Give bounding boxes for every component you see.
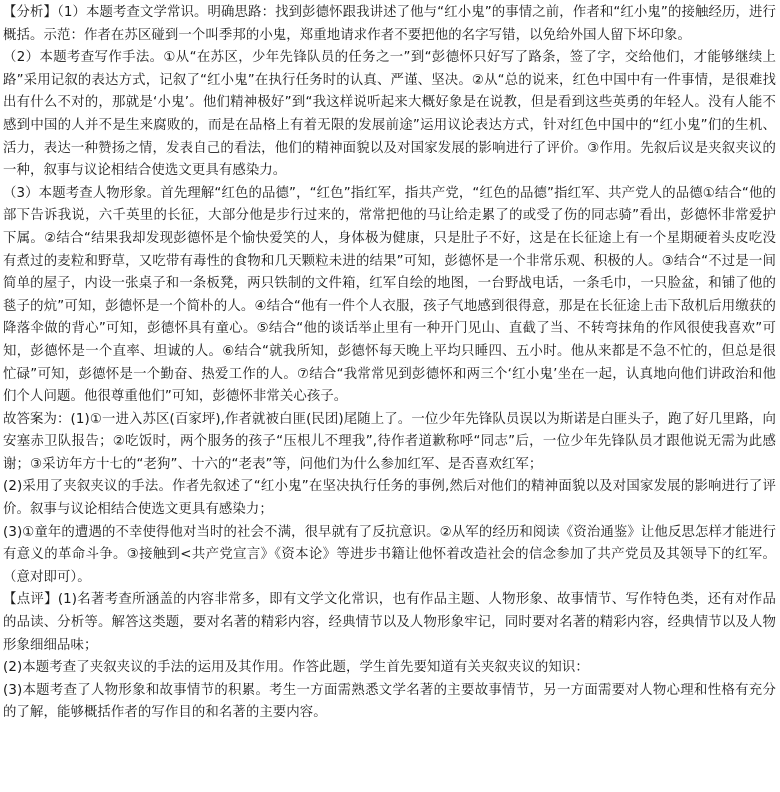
comment-part-1 (3, 589, 776, 657)
analysis-part-3: （3）本题考查人物形象。首先理解“红色的品德”，“红色”指红军，指共产党，“红色的品德”指红军、共产党人的品德①结合“他的部下告诉我说，六千英里的长征，大部分他是步行过来的，常常把他的马让给走累了的或受了伤的同志骑”看出，彭德怀非常爱护下属。②结合“结果我却发现彭德怀是个愉快爱笑的人，身体极为健康，只是肚子不好，这是在长征途上有一个星期硬着头皮吃没有煮过的麦粒和野草，又吃带有毒性的食物和几天颗粒未进的结果”可知，彭德怀是一个非常乐观、积极的人。③结合“不过是一间简单的屋子，内设一张桌子和一条板凳，两只铁制的文件箱，红军自绘的地图，一台野战电话，一条毛巾，一只脸盆，和铺了他的毯子的炕”可知，彭德怀是一个简朴的人。④结合“他有一件个人衣服，孩子气地感到很得意，那是在长征途上击下敌机后用缴获的降落伞做的背心”可知，彭德怀具有童心。⑤结合“他的谈话举止里有一种开门见山、直截了当、不转弯抹角的作风很使我喜欢”可知，彭德怀是一个直率、坦诚的人。⑥结合“就我所知，彭德怀每天晚上平均只睡四、五小时。他从来都是不急不忙的，但总是很忙碌”可知，彭德怀是一个勤奋、热爱工作的人。⑦结合“我常常见到彭德怀和两三个‘红小鬼’坐在一起，认真地向他们讲政治和他们个人问题。他很尊重他们”可知，彭德怀非常关心孩子。 (3, 185, 776, 405)
answer-part-3: (3)①童年的遭遇的不幸使得他对当时的社会不满，很早就有了反抗意识。②从军的经历和阅读《资治通鉴》让他反思怎样才能进行有意义的革命斗争。③接触到<共产党宣言》《资本论》等进步书籍让他怀着改造社会的信念参加了共产党员及其领导下的红军。（意对即可）。 (3, 524, 776, 585)
comment-part-3: (3)本题考查了人物形象和故事情节的积累。考生一方面需熟悉文学名著的主要故事情节，另一方面需要对人物心理和性格有充分的了解，能够概括作者的写作目的和名著的主要内容。 (3, 682, 776, 721)
analysis-tag: 【分析】 (3, 5, 58, 20)
analysis-part-1-text: （1）本题考查文学常识。明确思路：找到彭德怀跟我讲述了他与“红小鬼”的事情之前，作者和“红小鬼”的接触经历，进行概括。示范：作者在苏区碰到一个叫季邦的小鬼，郑重地请求作者不要把他的名字写错，以免给外国人留下坏印象。 (3, 5, 776, 43)
answer-part-1: 故答案为：(1)①一进入苏区(百家坪),作者就被白匪(民团)尾随上了。一位少年先锋队员误以为斯诺是白匪头子，跑了好几里路，向安塞赤卫队报告；②吃饭时，两个服务的孩子“压根儿不理我”,待作者道歉称呼“同志”后，一位少年先锋队员才跟他说无需为此感谢；③采访年方十七的“老狗”、十六的“老表”等，问他们为什么参加红军、是否喜欢红军； (3, 411, 776, 472)
analysis-part-1 (3, 2, 776, 47)
comment-tag: 【点评】 (3, 592, 58, 608)
answer-part-2: (2)采用了夹叙夹议的手法。作者先叙述了“红小鬼”在坚决执行任务的事例,然后对他们的精神面貌以及对国家发展的影响进行了评价。叙事与议论相结合使选文更具有感染力； (3, 479, 776, 518)
comment-part-2: (2)本题考查了夹叙夹议的手法的运用及其作用。作答此题，学生首先要知道有关夹叙夹议的知识： (3, 660, 589, 676)
analysis-part-2: （2）本题考查写作手法。①从“在苏区，少年先锋队员的任务之一”到“彭德怀只好写了路条，签了字，交给他们，才能够继续上路”采用记叙的表达方式，记叙了“红小鬼”在执行任务时的认真、严谨、坚决。②从“总的说来，红色中国中有一件事情，是很难找出有什么不对的，那就是‘小鬼’。他们精神极好”到“我这样说听起来大概好象是在说教，但是看到这些英勇的年轻人。没有人能不感到中国的人并不是生来腐败的，而是在品格上有着无限的发展前途”运用议论表达方式，针对红色中国中的“红小鬼”们的生机、活力，表达一种赞扬之情，发表自己的看法，他们的精神面貌以及对国家发展的影响进行了评价。③作用。先叙后议是夹叙夹议的一种，叙事与议论相结合使选文更具有感染力。 (3, 50, 776, 179)
comment-part-1-text: (1)名著考查所涵盖的内容非常多，即有文学文化常识，也有作品主题、人物形象、故事情节、写作特色类，还有对作品的品读、分析等。解答这类题，要对名著的精彩内容，经典情节以及人物形象牢记，同时要对名著的精彩内容，经典情节以及人物形象细细品味； (3, 592, 776, 653)
